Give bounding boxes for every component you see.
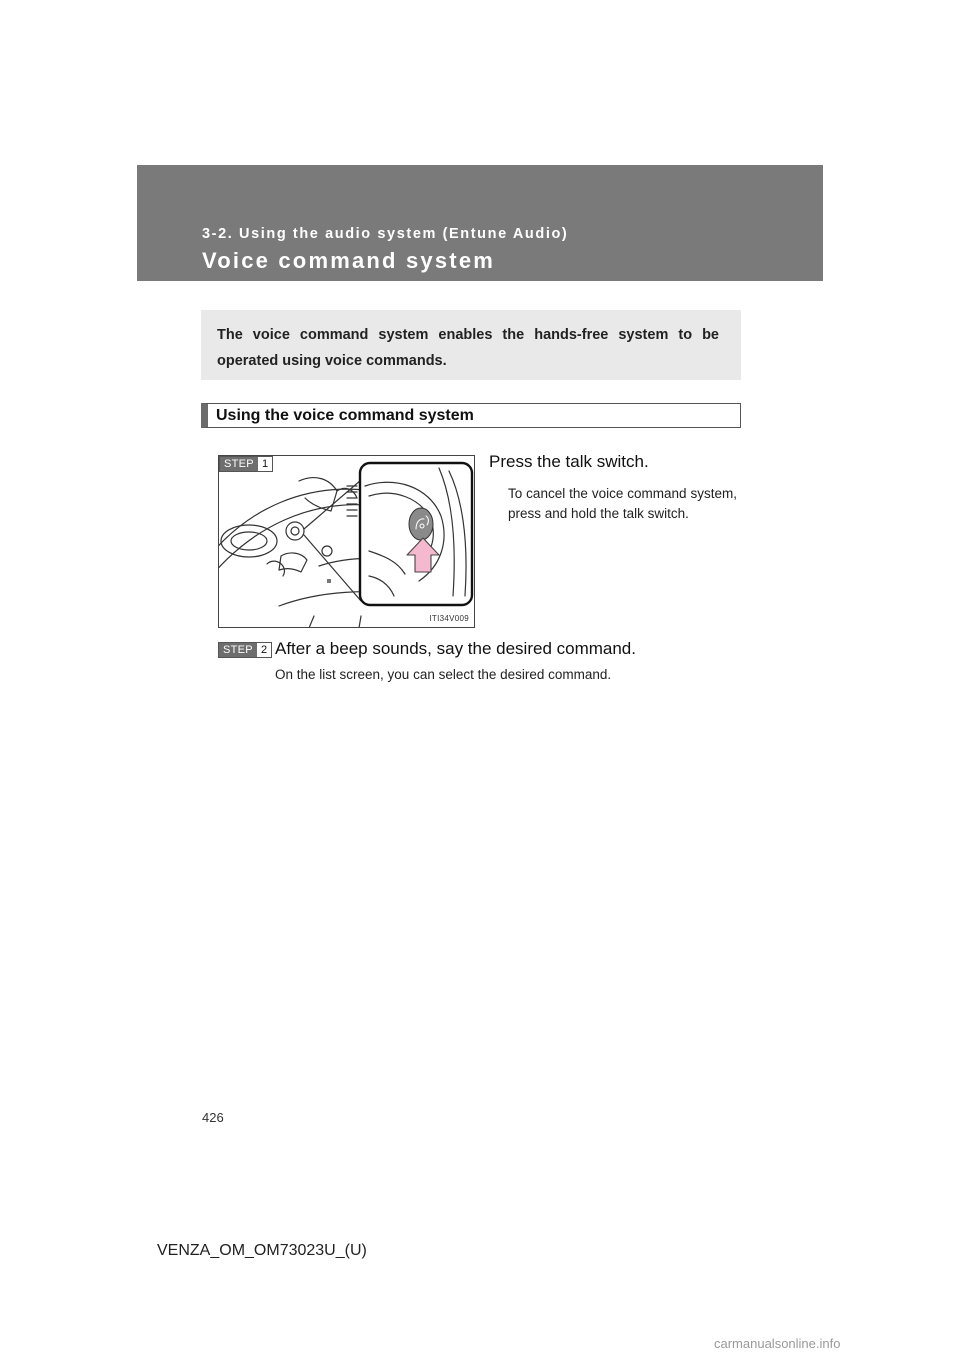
watermark: carmanualsonline.info — [714, 1336, 841, 1351]
figure-code: ITI34V009 — [429, 614, 469, 623]
page-title: Voice command system — [202, 248, 496, 273]
steering-wheel-talk-switch-illustration — [219, 456, 475, 628]
step-badge-word: STEP — [220, 457, 258, 471]
subheading-text: Using the voice command system — [216, 407, 474, 424]
step-badge-1 — [219, 456, 273, 472]
intro-text: The voice command system enables the hands-free system to be operated using voice commands. — [217, 327, 719, 369]
step-badge-number: 1 — [258, 457, 272, 471]
talk-switch-figure — [218, 455, 475, 628]
step-1-note: To cancel the voice command system, press and hold the talk switch. — [508, 486, 737, 521]
document-code: VENZA_OM_OM73023U_(U) — [157, 1242, 367, 1259]
page-number: 426 — [202, 1110, 224, 1125]
step-badge-2 — [218, 642, 272, 658]
section-label: 3-2. Using the audio system (Entune Audio) — [202, 226, 569, 242]
step-badge-number: 2 — [257, 643, 271, 657]
step-badge-word: STEP — [219, 643, 257, 657]
step-2-note: On the list screen, you can select the desired command. — [275, 667, 612, 682]
intro-box — [201, 310, 741, 380]
subheading — [201, 403, 741, 428]
step-2-instruction: After a beep sounds, say the desired command. — [275, 639, 636, 658]
step-1-instruction: Press the talk switch. — [489, 452, 649, 471]
